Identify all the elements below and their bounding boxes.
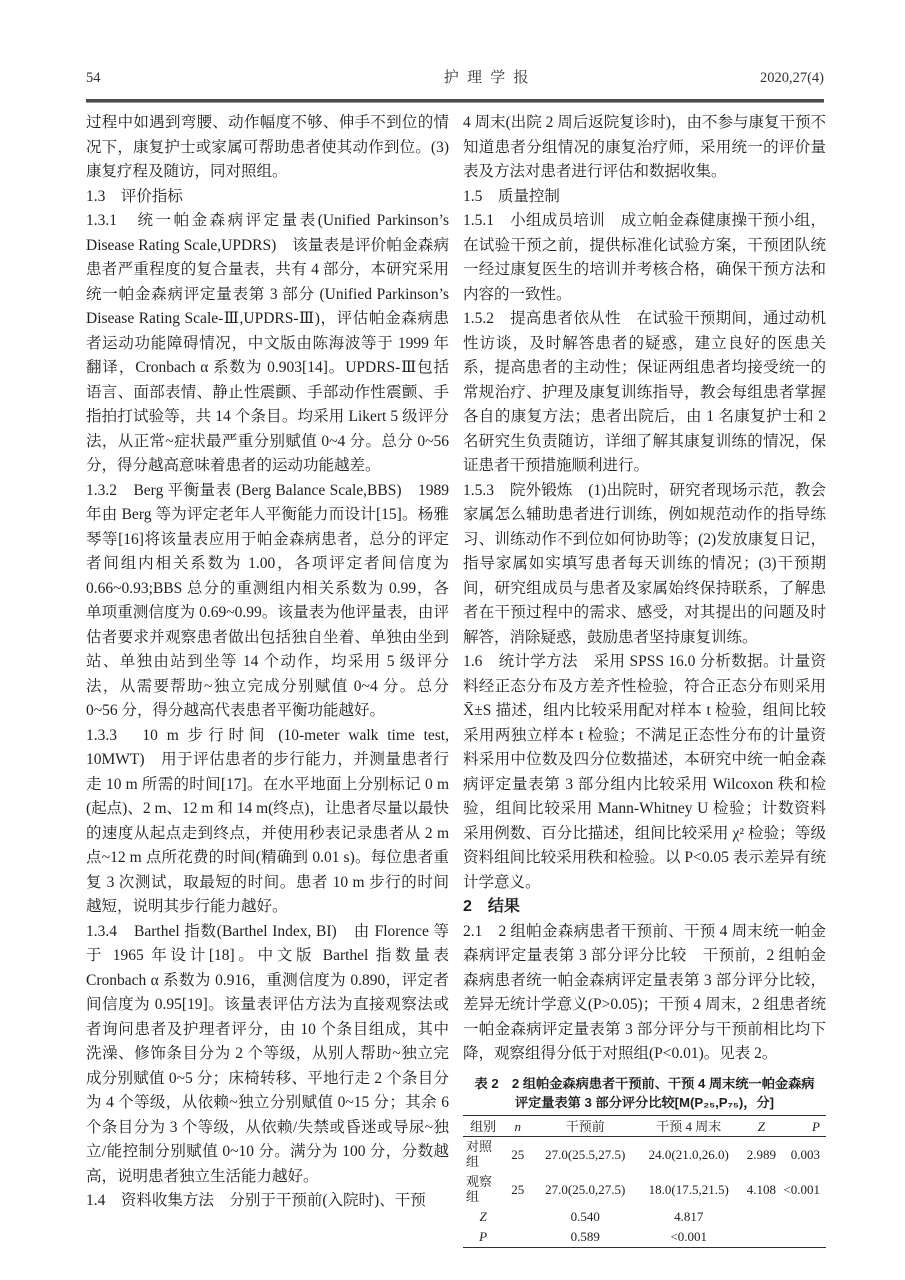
table-cell xyxy=(739,1227,783,1248)
table-caption xyxy=(463,1074,826,1112)
issue-info: 2020,27(4) xyxy=(759,70,824,86)
table-cell: 4.817 xyxy=(674,1209,704,1224)
table-cell: 0.589 xyxy=(570,1229,600,1244)
table-cell: 4.108 xyxy=(746,1181,777,1197)
col-header-post: 干预 4 周末 xyxy=(638,1115,739,1136)
paragraph-continuation-left: 过程中如遇到弯腰、动作幅度不够、伸手不到位的情况下，康复护士或家属可帮助患者使其动作到位。(3)康复疗程及随访，同对照组。 xyxy=(86,114,449,180)
paragraph-1-5-3: 1.5.3 院外锻炼 (1)出院时，研究者现场示范，教会家属怎么辅助患者进行训练，例如规范动作的指导练习、训练动作不到位如何协助等；(2)发放康复日记，指导家属如实填写患者每天训练的情况；(3)干预期间，研究组成员与患者及家属始终保持联系，了解患者在干预过程中的需求、感受，对其提出的问题及时解答，消除疑惑，鼓励患者坚持康复训练。 xyxy=(463,481,826,646)
table-cell: 观察组 xyxy=(466,1174,493,1204)
table-cell: 0.003 xyxy=(790,1146,820,1162)
section-heading-1-5: 1.5 质量控制 xyxy=(463,187,560,205)
journal-title: 护理学报 xyxy=(443,70,537,86)
table-caption-line2: 评定量表第 3 部分评分比较[M(P₂₅,P₇₅)，分] xyxy=(514,1094,775,1110)
table-cell: 25 xyxy=(511,1181,525,1197)
col-header-group: 组别 xyxy=(463,1115,503,1136)
table-cell: 27.0(25.5,27.5) xyxy=(545,1146,626,1162)
table-cell: <0.001 xyxy=(783,1181,820,1197)
table-cell: <0.001 xyxy=(670,1229,708,1244)
table-cell xyxy=(783,1227,826,1248)
paragraph-continuation-right: 4 周末(出院 2 周后返院复诊时)，由不参与康复干预不知道患者分组情况的康复治疗师，采用统一的评价量表及方法对患者进行评估和数据收集。 xyxy=(463,114,826,180)
paragraph-1-3-4: 1.3.4 Barthel 指数(Barthel Index, BI) 由 Florence 等于 1965 年设计[18]。中文版 Barthel 指数量表 Cronbach α 系数为 0.916，重测信度为 0.890，评定者间信度为 0.95[19]。该量表评估方法为直接观察法或者询问患者及护理者评分，由 10 个条目组成，其中洗澡、修饰条目分为 2 个等级，从别人帮助~独立完成分别赋值 0~5 分；床椅转移、平地行走 2 个条目分为 4 个等级，从依赖~独立分别赋值 0~15 分；其余 6 个条目分为 3 个等级，从依赖/失禁或昏迷或导尿~独立/能控制分别赋值 0~10 分。满分为 100 分，分数越高，说明患者独立生活能力越好。 xyxy=(86,922,449,1185)
table-row-p-value xyxy=(463,1227,826,1248)
table-cell xyxy=(783,1207,826,1227)
page-header xyxy=(86,66,824,87)
paragraph-1-3-2: 1.3.2 Berg 平衡量表 (Berg Balance Scale,BBS) 1989 年由 Berg 等为评定老年人平衡能力而设计[15]。杨雅琴等[16]将该量表应用于帕金森病患者，总分的评定者间组内相关系数为 1.00，各项评定者间信度为 0.66~0.93;BBS 总分的重测组内相关系数为 0.99，各单项重测信度为 0.69~0.99。该量表为他评量表，由评估者要求并观察患者做出包括独自坐着、单独由坐到站、单独由站到坐等 14 个动作，均采用 5 级评分法，从需要帮助~独立完成分别赋值 0~4 分。总分 0~56 分，得分越高代表患者平衡功能越好。 xyxy=(86,481,449,719)
left-column xyxy=(86,111,449,1248)
table-cell: 24.0(21.0,26.0) xyxy=(648,1146,729,1162)
two-column-body xyxy=(86,111,826,1248)
table-cell: 对照组 xyxy=(466,1139,493,1169)
section-heading-results: 2 结果 xyxy=(463,898,520,915)
table-cell: P xyxy=(479,1229,488,1244)
table-header-row xyxy=(463,1115,826,1136)
col-header-p: P xyxy=(783,1115,826,1136)
table-caption-line1: 表 2 2 组帕金森病患者干预前、干预 4 周末统一帕金森病 xyxy=(474,1075,815,1091)
col-header-z: Z xyxy=(739,1115,783,1136)
table-row-z-statistic xyxy=(463,1207,826,1227)
table-cell xyxy=(503,1227,532,1248)
paragraph-1-5-1: 1.5.1 小组成员培训 成立帕金森健康操干预小组，在试验干预之前，提供标准化试验方案，干预团队统一经过康复医生的培训并考核合格，确保干预方法和内容的一致性。 xyxy=(463,212,826,303)
paragraph-1-3-3: 1.3.3 10 m 步行时间 (10-meter walk time test, 10MWT) 用于评估患者的步行能力，并测量患者行走 10 m 所需的时间[17]。在水平地面上分别标记 0 m (起点)、2 m、12 m 和 14 m(终点)，让患者尽量以最快的速度从起点走到终点，并使用秒表记录患者从 2 m 点~12 m 点所花费的时间(精确到 0.01 s)。每位患者重复 3 次测试，取最短的时间。患者 10 m 步行的时间越短，说明其步行能力越好。 xyxy=(86,726,449,915)
section-heading-1-3: 1.3 评价指标 xyxy=(86,187,183,205)
table-cell xyxy=(739,1207,783,1227)
paragraph-1-4: 1.4 资料收集方法 分别于干预前(入院时)、干预 xyxy=(86,1192,426,1209)
table-cell: 27.0(25.0,27.5) xyxy=(545,1181,626,1197)
paragraph-1-3-1: 1.3.1 统一帕金森病评定量表(Unified Parkinson’s Disease Rating Scale,UPDRS) 该量表是评价帕金森病患者严重程度的复合量表，共有 4 部分，本研究采用统一帕金森病评定量表第 3 部分 (Unified Parkinson’s Disease Rating Scale-Ⅲ,UPDRS-Ⅲ)，评估帕金森病患者运动功能障碍情况，中文版由陈海波等于 1999 年翻译，Cronbach α 系数为 0.903[14]。UPDRS-Ⅲ包括语言、面部表情、静止性震颤、手部动作性震颤、手指拍打试验等，共 14 个条目。均采用 Likert 5 级评分法，从正常~症状最严重分别赋值 0~4 分。总分 0~56 分，得分越高意味着患者的运动功能越差。 xyxy=(86,212,449,474)
paragraph-1-5-2: 1.5.2 提高患者依从性 在试验干预期间，通过动机性访谈，及时解答患者的疑惑，建立良好的医患关系，提高患者的主动性；保证两组患者均接受统一的常规治疗、护理及康复训练指导，教会每组患者掌握各自的康复方法；患者出院后，由 1 名康复护士和 2 名研究生负责随访，详细了解其康复训练的情况，保证患者干预措施顺利进行。 xyxy=(463,310,826,474)
paragraph-1-6: 1.6 统计学方法 采用 SPSS 16.0 分析数据。计量资料经正态分布及方差齐性检验，符合正态分布则采用 X̄±S 描述，组内比较采用配对样本 t 检验，组间比较采用两独立样本 t 检验；不满足正态性分布的计量资料采用中位数及四分位数描述，本研究中统一帕金森病评定量表第 3 部分组内比较采用 Wilcoxon 秩和检验，组间比较采用 Mann-Whitney U 检验；计数资料采用例数、百分比描述，组间比较采用 χ² 检验；等级资料组间比较采用秩和检验。以 P<0.05 表示差异有统计学意义。 xyxy=(463,653,826,891)
results-table xyxy=(463,1115,826,1248)
col-header-n: n xyxy=(503,1115,532,1136)
table-row-observation-group xyxy=(463,1172,826,1207)
page-number: 54 xyxy=(86,70,101,86)
table-cell: 0.540 xyxy=(570,1209,600,1224)
header-rule xyxy=(86,99,824,103)
table-cell: 25 xyxy=(511,1146,525,1162)
table-cell: 2.989 xyxy=(746,1146,777,1162)
table-cell: 18.0(17.5,21.5) xyxy=(648,1181,729,1197)
right-column xyxy=(463,111,826,1248)
table-cell xyxy=(503,1207,532,1227)
col-header-pre: 干预前 xyxy=(532,1115,638,1136)
table-cell: Z xyxy=(479,1209,487,1224)
paragraph-2-1: 2.1 2 组帕金森病患者干预前、干预 4 周末统一帕金森病评定量表第 3 部分评分比较 干预前，2 组帕金森病患者统一帕金森病评定量表第 3 部分评分比较，差异无统计学意义(P>0.05)；干预 4 周末，2 组患者统一帕金森病评定量表第 3 部分评分与干预前相比均下降，观察组得分低于对照组(P<0.01)。见表 2。 xyxy=(463,922,826,1062)
table-row-control-group xyxy=(463,1136,826,1172)
